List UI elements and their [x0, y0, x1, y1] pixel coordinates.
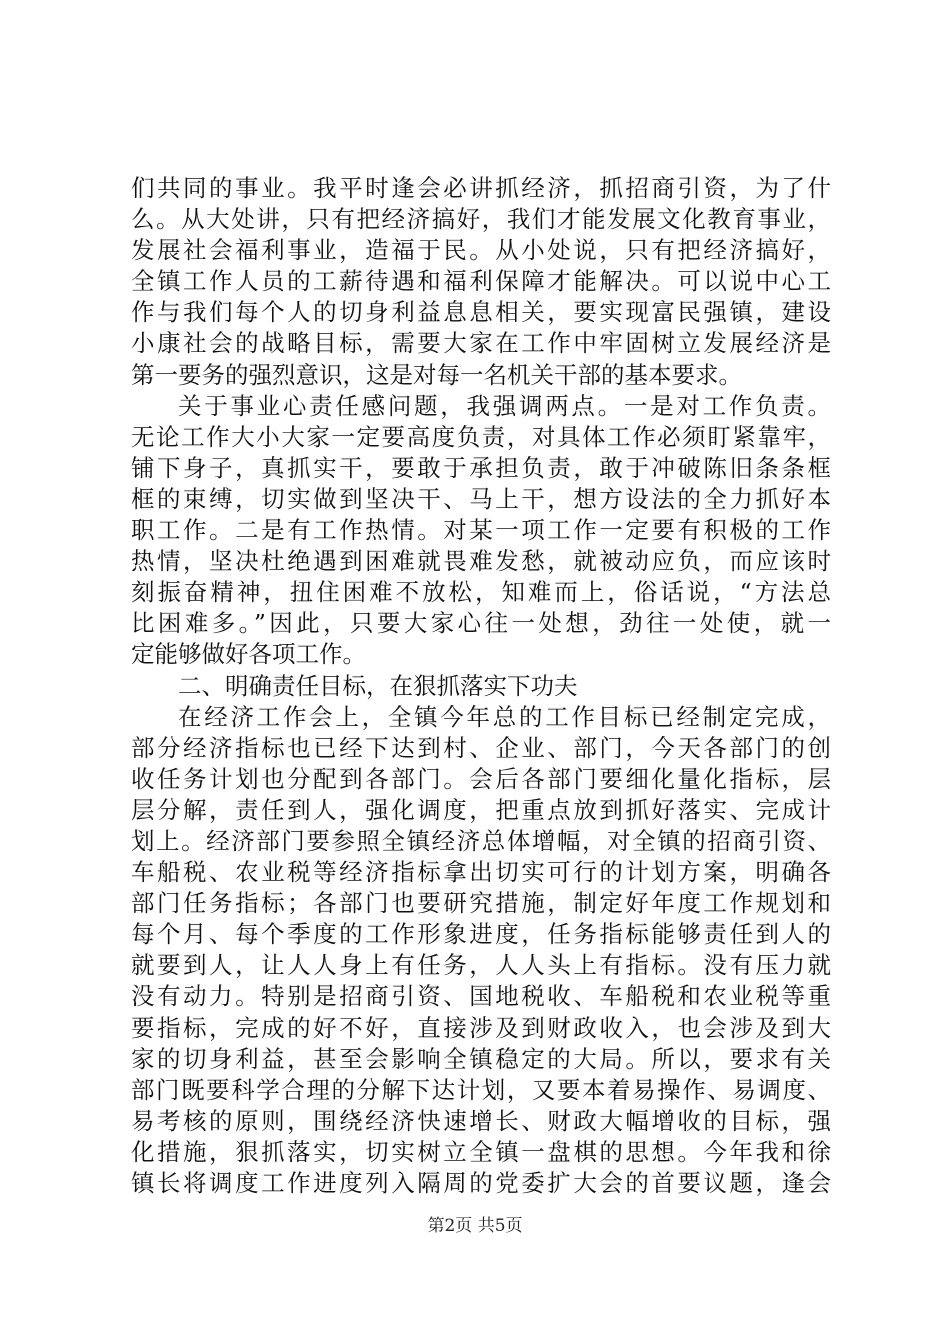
text-line: 比困难多。”因此，只要大家心往一处想，劲往一处使，就一 — [131, 609, 831, 638]
text-line: 作与我们每个人的切身利益息息相关，要实现富民强镇，建设 — [131, 298, 831, 327]
text-line: 层分解，责任到人，强化调度，把重点放到抓好落实、完成计 — [131, 795, 831, 824]
text-line: 铺下身子，真抓实干，要敢于承担负责，敢于冲破陈旧条条框 — [131, 453, 831, 482]
text-line: 框的束缚，切实做到坚决干、马上干，想方设法的全力抓好本 — [131, 484, 831, 513]
text-line: 关于事业心责任感问题，我强调两点。一是对工作负责。 — [178, 391, 831, 420]
text-line: 无论工作大小大家一定要高度负责，对具体工作必须盯紧靠牢， — [131, 422, 831, 451]
text-line: 第一要务的强烈意识，这是对每一名机关干部的基本要求。 — [131, 360, 742, 389]
text-line: 在经济工作会上，全镇今年总的工作目标已经制定完成， — [178, 702, 831, 731]
text-line: 小康社会的战略目标，需要大家在工作中牢固树立发展经济是 — [131, 329, 831, 358]
text-line: 部分经济指标也已经下达到村、企业、部门，今天各部门的创 — [131, 733, 831, 762]
text-line: 刻振奋精神，扭住困难不放松，知难而上，俗话说，“方法总 — [131, 578, 831, 607]
text-line: 易考核的原则，围绕经济快速增长、财政大幅增收的目标，强 — [131, 1106, 831, 1135]
text-line: 收任务计划也分配到各部门。会后各部门要细化量化指标，层 — [131, 764, 831, 793]
text-line: 家的切身利益，甚至会影响全镇稳定的大局。所以，要求有关 — [131, 1044, 831, 1073]
text-line: 发展社会福利事业，造福于民。从小处说，只有把经济搞好， — [131, 236, 831, 265]
page-footer: 第2页 共5页 — [427, 1216, 523, 1236]
text-line: 化措施，狠抓落实，切实树立全镇一盘棋的思想。今年我和徐 — [131, 1137, 831, 1166]
text-line: 全镇工作人员的工薪待遇和福利保障才能解决。可以说中心工 — [131, 267, 831, 296]
text-line: 镇长将调度工作进度列入隔周的党委扩大会的首要议题，逢会 — [131, 1169, 831, 1197]
text-line: 就要到人，让人人身上有任务，人人头上有指标。没有压力就 — [131, 951, 831, 980]
text-line: 部门既要科学合理的分解下达计划，又要本着易操作、易调度、 — [131, 1075, 831, 1104]
text-line: 二、明确责任目标，在狠抓落实下功夫 — [178, 671, 578, 700]
text-line: 热情，坚决杜绝遇到困难就畏难发愁，就被动应负，而应该时 — [131, 547, 831, 576]
text-line: 没有动力。特别是招商引资、国地税收、车船税和农业税等重 — [131, 982, 831, 1011]
text-line: 职工作。二是有工作热情。对某一项工作一定要有积极的工作 — [131, 516, 831, 545]
text-line: 划上。经济部门要参照全镇经济总体增幅，对全镇的招商引资、 — [131, 826, 831, 855]
text-line: 车船税、农业税等经济指标拿出切实可行的计划方案，明确各 — [131, 858, 831, 887]
document-body — [131, 173, 831, 1199]
text-line: 部门任务指标；各部门也要研究措施，制定好年度工作规划和 — [131, 889, 831, 918]
text-line: 每个月、每个季度的工作形象进度，任务指标能够责任到人的 — [131, 920, 831, 949]
text-line: 要指标，完成的好不好，直接涉及到财政收入，也会涉及到大 — [131, 1013, 831, 1042]
text-line: 们共同的事业。我平时逢会必讲抓经济，抓招商引资，为了什 — [131, 174, 831, 202]
text-line: 么。从大处讲，只有把经济搞好，我们才能发展文化教育事业， — [131, 205, 831, 234]
text-line: 定能够做好各项工作。 — [131, 640, 366, 669]
